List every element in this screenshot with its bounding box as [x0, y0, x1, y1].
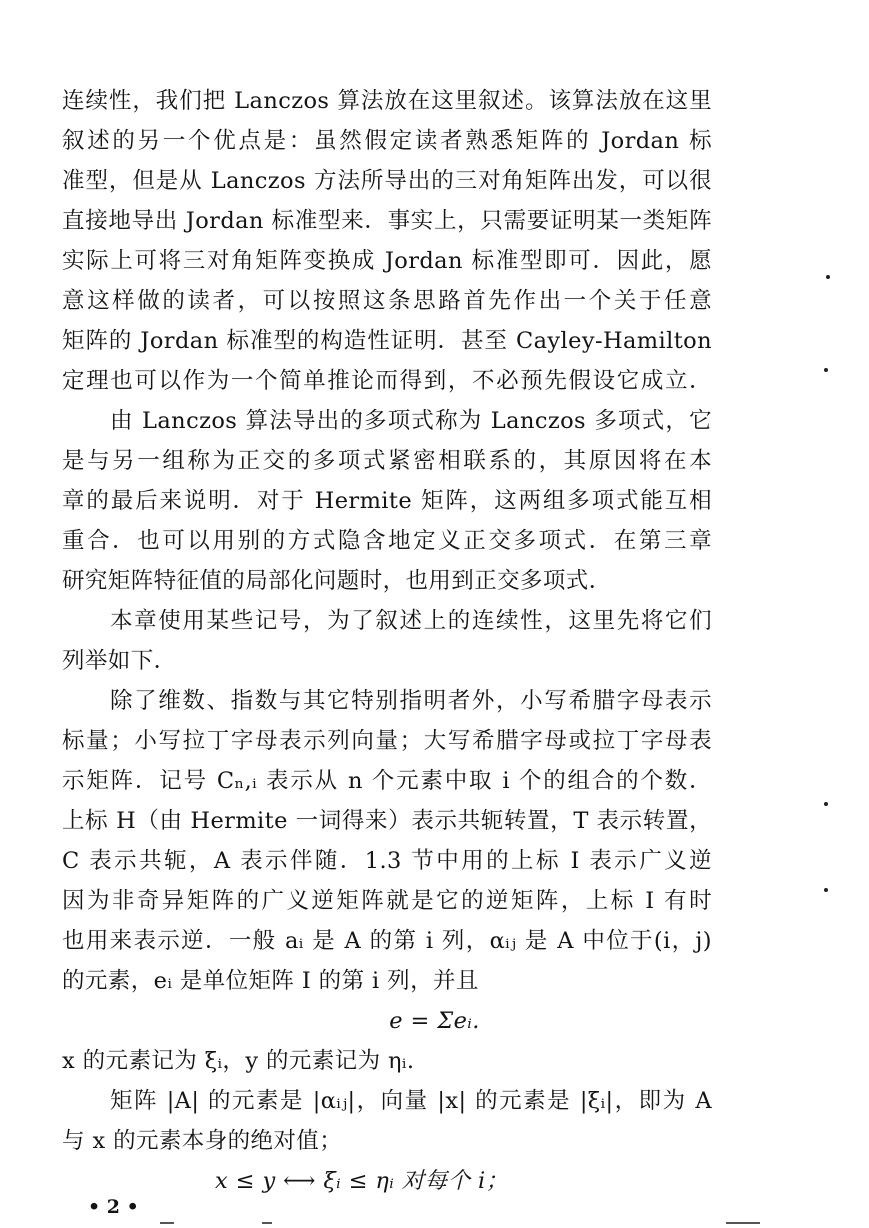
paragraph-5-start: 矩阵 |A| 的元素是 |αᵢⱼ|，向量 |x| 的元素是 |ξᵢ|，即为 A	[110, 1088, 712, 1114]
margin-dot	[824, 888, 828, 892]
text-line-1: 连续性，我们把 Lanczos 算法放在这里叙述。该算法放在这里	[62, 88, 712, 114]
text-line-5: 实际上可将三对角矩阵变换成 Jordan 标准型即可．因此，愿	[62, 248, 712, 274]
scan-mark	[262, 1222, 272, 1224]
text-line-13: 研究矩阵特征值的局部化问题时，也用到正交多项式．	[62, 568, 612, 594]
text-line-8: 定理也可以作为一个简单推论而得到，不必预先假设它成立．	[62, 368, 712, 394]
text-line-2: 叙述的另一个优点是：虽然假定读者熟悉矩阵的 Jordan 标	[62, 128, 712, 154]
formula-order-relation: x ≤ y ⟷ ξᵢ ≤ ηᵢ 对每个 i；	[215, 1168, 509, 1194]
text-line-18: 示矩阵．记号 Cₙ,ᵢ 表示从 n 个元素中取 i 个的组合的个数．	[62, 768, 712, 794]
text-line-21: 因为非奇异矩阵的广义逆矩阵就是它的逆矩阵，上标 I 有时	[62, 888, 712, 914]
text-line-19: 上标 H（由 Hermite 一词得来）表示共轭转置，T 表示转置，	[62, 808, 712, 834]
text-line-27: 与 x 的元素本身的绝对值；	[62, 1128, 343, 1154]
paragraph-4-start: 除了维数、指数与其它特别指明者外，小写希腊字母表示	[110, 688, 712, 714]
text-line-12: 重合．也可以用别的方式隐含地定义正交多项式．在第三章	[62, 528, 712, 554]
margin-dot	[824, 802, 828, 806]
text-line-23: 的元素，eᵢ 是单位矩阵 I 的第 i 列，并且	[62, 968, 479, 994]
paragraph-3-start: 本章使用某些记号，为了叙述上的连续性，这里先将它们	[110, 608, 712, 634]
scan-mark	[160, 1222, 174, 1224]
paragraph-2-start: 由 Lanczos 算法导出的多项式称为 Lanczos 多项式，它	[110, 408, 712, 434]
text-line-20: C 表示共轭，A 表示伴随．1.3 节中用的上标 I 表示广义逆	[62, 848, 712, 874]
text-line-11: 章的最后来说明．对于 Hermite 矩阵，这两组多项式能互相	[62, 488, 712, 514]
text-line-22: 也用来表示逆．一般 aᵢ 是 A 的第 i 列，αᵢⱼ 是 A 中位于(i，j)	[62, 928, 712, 954]
text-line-6: 意这样做的读者，可以按照这条思路首先作出一个关于任意	[62, 288, 712, 314]
text-line-15: 列举如下．	[62, 648, 177, 674]
text-line-10: 是与另一组称为正交的多项式紧密相联系的，其原因将在本	[62, 448, 712, 474]
formula-e-sum: e = Σeᵢ.	[389, 1008, 480, 1034]
margin-dot	[824, 368, 828, 372]
text-line-3: 准型，但是从 Lanczos 方法所导出的三对角矩阵出发，可以很	[62, 168, 712, 194]
scan-mark	[726, 1222, 760, 1224]
text-line-17: 标量；小写拉丁字母表示列向量；大写希腊字母或拉丁字母表	[62, 728, 712, 754]
margin-dot	[826, 275, 830, 279]
text-line-25: x 的元素记为 ξᵢ，y 的元素记为 ηᵢ.	[62, 1048, 415, 1074]
text-line-7: 矩阵的 Jordan 标准型的构造性证明．甚至 Cayley-Hamilton	[62, 328, 712, 354]
page-number: • 2 •	[88, 1196, 139, 1218]
text-line-4: 直接地导出 Jordan 标准型来．事实上，只需要证明某一类矩阵	[62, 208, 712, 234]
